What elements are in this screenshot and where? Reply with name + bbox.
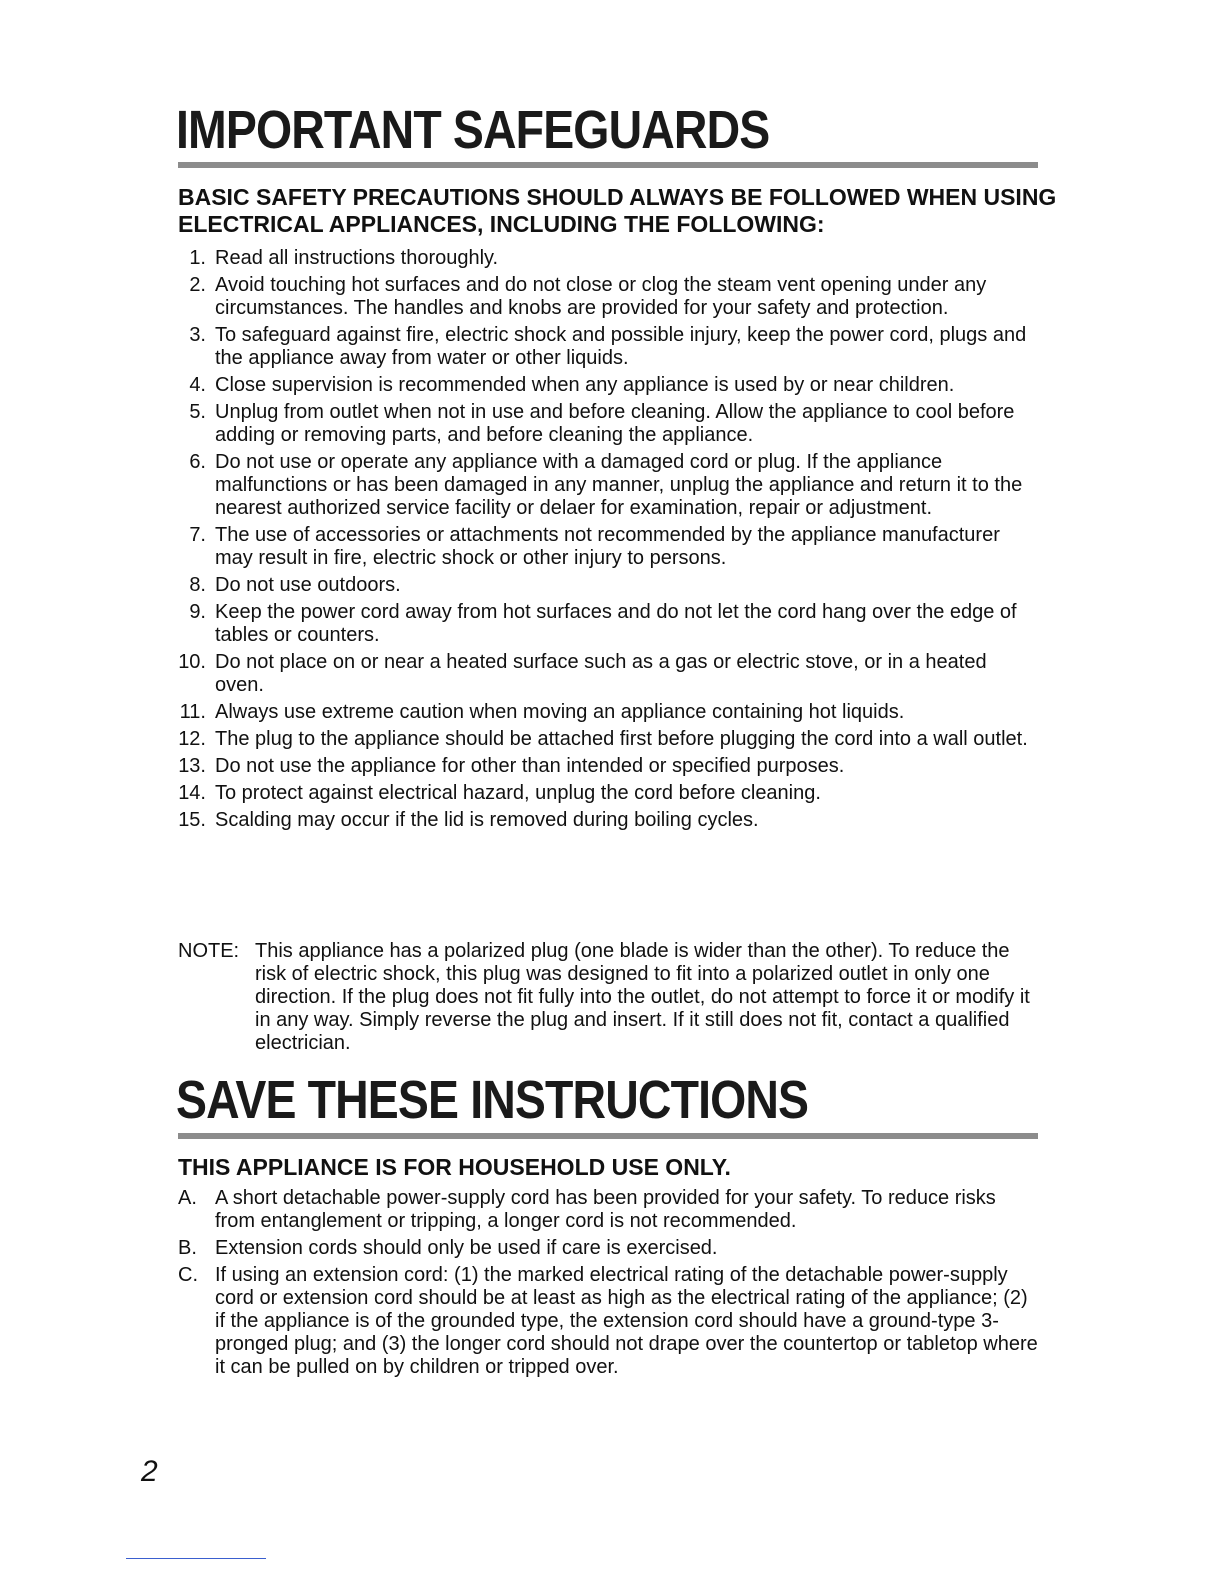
note-text: This appliance has a polarized plug (one blade is wider than the other). To reduce the risk of electric shock, this plug was designed to fit into a polarized outlet in only one direction. If the plug does not fit fully into the outlet, do not attempt to force it or modify it in any way. Simply reverse the plug and insert. If it still does not fit, contact a qualified electrician. (255, 940, 1030, 1054)
item-number: 6. (189, 451, 206, 473)
item-number: 4. (189, 374, 206, 396)
list-item (178, 274, 1040, 320)
footer-line (126, 1558, 266, 1559)
list-item (178, 451, 1040, 520)
item-text: Do not use outdoors. (215, 574, 401, 596)
polarized-plug-note (178, 940, 1038, 1055)
item-text: Keep the power cord away from hot surfaces and do not let the cord hang over the edge of tables or counters. (215, 601, 1017, 646)
note-label: NOTE: (178, 940, 240, 962)
save-divider (178, 1133, 1038, 1139)
item-number: 15. (178, 809, 206, 831)
list-item (178, 1264, 1040, 1379)
item-letter: B. (178, 1237, 197, 1259)
list-item (178, 782, 1040, 805)
save-instructions-heading: SAVE THESE INSTRUCTIONS (176, 1070, 809, 1130)
list-item (178, 701, 1040, 724)
item-number: 5. (189, 401, 206, 423)
page-number: 2 (141, 1455, 158, 1488)
household-intro: THIS APPLIANCE IS FOR HOUSEHOLD USE ONLY. (178, 1154, 731, 1180)
list-item (178, 401, 1040, 447)
item-text: A short detachable power-supply cord has been provided for your safety. To reduce risks from entanglement or tripping, a longer cord is not recommended. (215, 1187, 996, 1232)
item-text: Extension cords should only be used if care is exercised. (215, 1237, 718, 1259)
item-text: Do not use the appliance for other than intended or specified purposes. (215, 755, 845, 777)
precautions-list (178, 247, 1040, 836)
list-item (178, 1237, 1040, 1260)
list-item (178, 374, 1040, 397)
item-text: Do not place on or near a heated surface such as a gas or electric stove, or in a heated oven. (215, 651, 987, 696)
item-number: 8. (189, 574, 206, 596)
item-number: 14. (178, 782, 206, 804)
list-item (178, 651, 1040, 697)
list-item (178, 601, 1040, 647)
item-number: 9. (189, 601, 206, 623)
item-number: 2. (189, 274, 206, 296)
item-text: To safeguard against fire, electric shock and possible injury, keep the power cord, plugs and the appliance away from water or other liquids. (215, 324, 1027, 369)
item-text: The use of accessories or attachments not recommended by the appliance manufacturer may result in fire, electric shock or other injury to persons. (215, 524, 1000, 569)
list-item (178, 324, 1040, 370)
item-text: If using an extension cord: (1) the marked electrical rating of the detachable power-supply cord or extension cord should be at least as high as the electrical rating of the appliance; (2) if the appliance is of the grounded type, the extension cord should have a ground-type 3-pronged plug; and (3) the longer cord should not drape over the countertop or tabletop where it can be pulled on by children or tripped over. (215, 1264, 1038, 1378)
item-number: 10. (178, 651, 206, 673)
item-text: Unplug from outlet when not in use and before cleaning. Allow the appliance to cool before adding or removing parts, and before cleaning the appliance. (215, 401, 1015, 446)
list-item (178, 728, 1040, 751)
list-item (178, 524, 1040, 570)
item-letter: C. (178, 1264, 198, 1286)
list-item (178, 574, 1040, 597)
item-text: Scalding may occur if the lid is removed during boiling cycles. (215, 809, 759, 831)
item-text: Close supervision is recommended when any appliance is used by or near children. (215, 374, 955, 396)
item-number: 1. (189, 247, 206, 269)
list-item (178, 1187, 1040, 1233)
item-number: 13. (178, 755, 206, 777)
item-text: Avoid touching hot surfaces and do not close or clog the steam vent opening under any circumstances. The handles and knobs are provided for your safety and protection. (215, 274, 987, 319)
item-number: 3. (189, 324, 206, 346)
list-item (178, 809, 1040, 832)
page-title: IMPORTANT SAFEGUARDS (176, 100, 770, 160)
item-text: Always use extreme caution when moving an appliance containing hot liquids. (215, 701, 905, 723)
item-number: 12. (178, 728, 206, 750)
item-text: The plug to the appliance should be attached first before plugging the cord into a wall outlet. (215, 728, 1028, 750)
item-number: 11. (179, 701, 206, 723)
item-letter: A. (178, 1187, 197, 1209)
item-text: Read all instructions thoroughly. (215, 247, 499, 269)
item-text: Do not use or operate any appliance with a damaged cord or plug. If the appliance malfunctions or has been damaged in any manner, unplug the appliance and return it to the nearest authorized service facility or delaer for examination, repair or adjustment. (215, 451, 1023, 519)
list-item (178, 755, 1040, 778)
item-number: 7. (189, 524, 206, 546)
household-list (178, 1187, 1040, 1383)
precautions-intro: BASIC SAFETY PRECAUTIONS SHOULD ALWAYS BE FOLLOWED WHEN USING ELECTRICAL APPLIANCES, INCLUDING THE FOLLOWING: (178, 184, 1057, 237)
list-item (178, 247, 1040, 270)
title-divider (178, 162, 1038, 168)
item-text: To protect against electrical hazard, unplug the cord before cleaning. (215, 782, 821, 804)
